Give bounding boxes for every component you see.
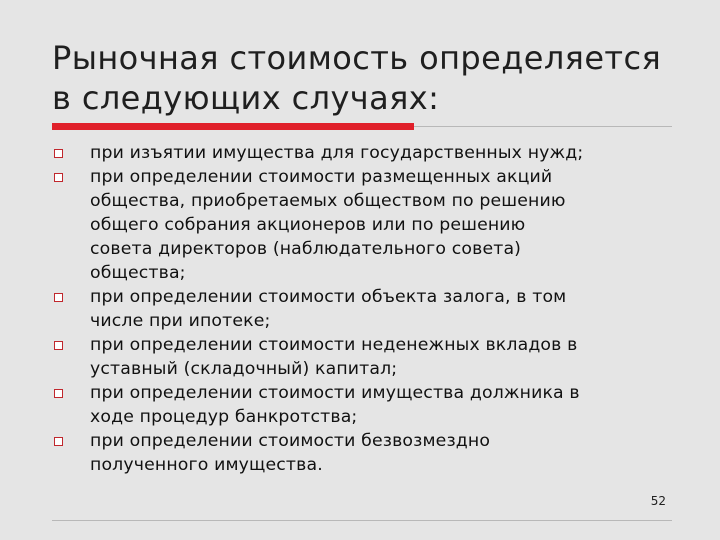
bullet-list — [52, 141, 682, 477]
square-bullet-icon — [54, 149, 63, 158]
bullet-item — [52, 165, 682, 285]
slide-title — [52, 38, 692, 118]
bullet-line: общего собрания акционеров или по решению — [90, 215, 526, 235]
bullet-item — [52, 429, 682, 477]
bullet-item — [52, 381, 682, 429]
bullet-line: ходе процедур банкротства; — [90, 407, 358, 427]
square-bullet-icon — [54, 389, 63, 398]
bullet-line: при определении стоимости неденежных вкладов в — [90, 335, 578, 355]
bullet-line: полученного имущества. — [90, 455, 323, 475]
square-bullet-icon — [54, 293, 63, 302]
page-number: 52 — [650, 494, 666, 508]
title-accent-bar — [52, 123, 414, 130]
bullet-line: уставный (складочный) капитал; — [90, 359, 398, 379]
square-bullet-icon — [54, 173, 63, 182]
bullet-item — [52, 285, 682, 333]
bullet-item — [52, 333, 682, 381]
bullet-line: совета директоров (наблюдательного совета) — [90, 239, 522, 259]
square-bullet-icon — [54, 437, 63, 446]
bullet-line: при определении стоимости объекта залога, в том — [90, 287, 567, 307]
footer-divider — [52, 520, 672, 521]
slide-title-line-2: в следующих случаях: — [52, 79, 440, 117]
bullet-line: общества; — [90, 263, 186, 283]
bullet-line: общества, приобретаемых обществом по решению — [90, 191, 566, 211]
bullet-line: при определении стоимости безвозмездно — [90, 431, 491, 451]
bullet-line: при определении стоимости имущества должника в — [90, 383, 580, 403]
bullet-line: при изъятии имущества для государственных нужд; — [90, 143, 584, 163]
slide-title-line-1: Рыночная стоимость определяется — [52, 39, 662, 77]
bullet-item — [52, 141, 682, 165]
bullet-line: числе при ипотеке; — [90, 311, 271, 331]
square-bullet-icon — [54, 341, 63, 350]
bullet-line: при определении стоимости размещенных акций — [90, 167, 553, 187]
